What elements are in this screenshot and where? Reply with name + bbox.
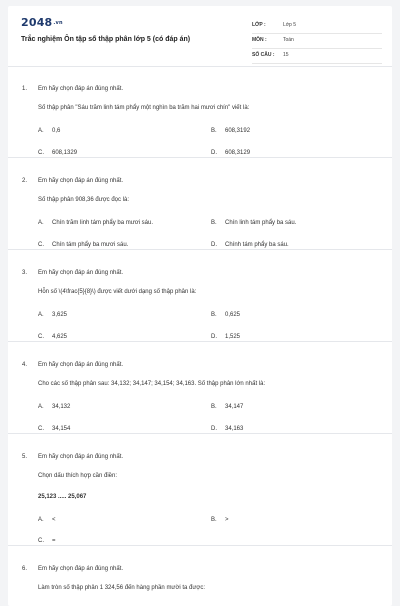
option-a[interactable]: A. Chín trăm linh tám phẩy ba mươi sáu. [38,220,153,226]
question-instruction: Em hãy chọn đáp án đúng nhất. [38,566,124,572]
question-instruction: Em hãy chọn đáp án đúng nhất. [38,86,124,92]
option-c[interactable]: C. Chín tám phẩy ba mươi sáu. [38,242,129,248]
option-d[interactable]: D. 608,3129 [211,150,251,156]
meta-key-count: SỐ CÂU : [252,52,275,58]
meta-info [252,20,382,65]
meta-value-count: 15 [283,52,289,58]
meta-row-count [252,50,382,64]
meta-key-subject: MÔN : [252,37,267,43]
question-number: 4. [22,362,28,368]
option-a[interactable]: A. 3,625 [38,312,68,318]
option-d[interactable]: D. Chính tám phẩy ba sáu. [211,242,289,248]
option-a[interactable]: A. < [38,517,56,523]
question-text: Cho các số thập phân sau: 34,132; 34,147; 34,154; 34,163. Số thập phân lớn nhất là: [38,381,266,387]
question-text: Chọn dấu thích hợp cần điền: [38,473,117,479]
meta-value-class: Lớp 5 [283,22,297,28]
question-instruction: Em hãy chọn đáp án đúng nhất. [38,178,124,184]
question-text: Số thập phân "Sáu trăm linh tám phẩy một nghìn ba trăm hai mươi chín" viết là: [38,105,250,111]
question-3 [8,250,392,342]
site-logo[interactable]: 2048.vn [21,16,63,29]
question-instruction: Em hãy chọn đáp án đúng nhất. [38,454,124,460]
question-number: 1. [22,86,28,92]
question-instruction: Em hãy chọn đáp án đúng nhất. [38,270,124,276]
question-instruction: Em hãy chọn đáp án đúng nhất. [38,362,124,368]
option-d[interactable]: D. 34,163 [211,426,244,432]
option-b[interactable]: B. 608,3192 [211,128,251,134]
comparison-expression: 25,123 ..... 25,067 [38,494,87,500]
question-number: 5. [22,454,28,460]
meta-value-subject: Toán [283,37,294,43]
meta-key-class: LỚP : [252,22,266,28]
page-title: Trắc nghiệm Ôn tập số thập phân lớp 5 (có đáp án) [21,36,191,43]
question-number: 6. [22,566,28,572]
option-b[interactable]: B. 0,625 [211,312,241,318]
question-text: Số thập phân 908,36 được đọc là: [38,197,130,203]
question-4 [8,342,392,434]
question-text: Làm tròn số thập phân 1 324,56 đến hàng phần mười ta được: [38,585,206,591]
option-a[interactable]: A. 34,132 [38,404,71,410]
option-c[interactable]: C. 608,1329 [38,150,78,156]
question-5 [8,434,392,546]
question-1 [8,66,392,158]
question-2 [8,158,392,250]
question-number: 2. [22,178,28,184]
question-number: 3. [22,270,28,276]
question-text: Hỗn số \(4\frac{5}{8}\) được viết dưới dạng số thập phân là: [38,289,197,295]
meta-row-subject [252,35,382,49]
option-c[interactable]: C. 4,625 [38,334,68,340]
option-b[interactable]: B. Chín linh tám phẩy ba sáu. [211,220,297,226]
question-6 [8,546,392,606]
option-b[interactable]: B. > [211,517,229,523]
option-c[interactable]: C. = [38,538,56,544]
option-b[interactable]: B. 34,147 [211,404,244,410]
option-c[interactable]: C. 34,154 [38,426,71,432]
option-d[interactable]: D. 1,525 [211,334,241,340]
worksheet-header [8,6,392,67]
option-a[interactable]: A. 0,6 [38,128,61,134]
meta-row-class [252,20,382,34]
worksheet-page [8,6,392,606]
question-list [8,66,392,606]
